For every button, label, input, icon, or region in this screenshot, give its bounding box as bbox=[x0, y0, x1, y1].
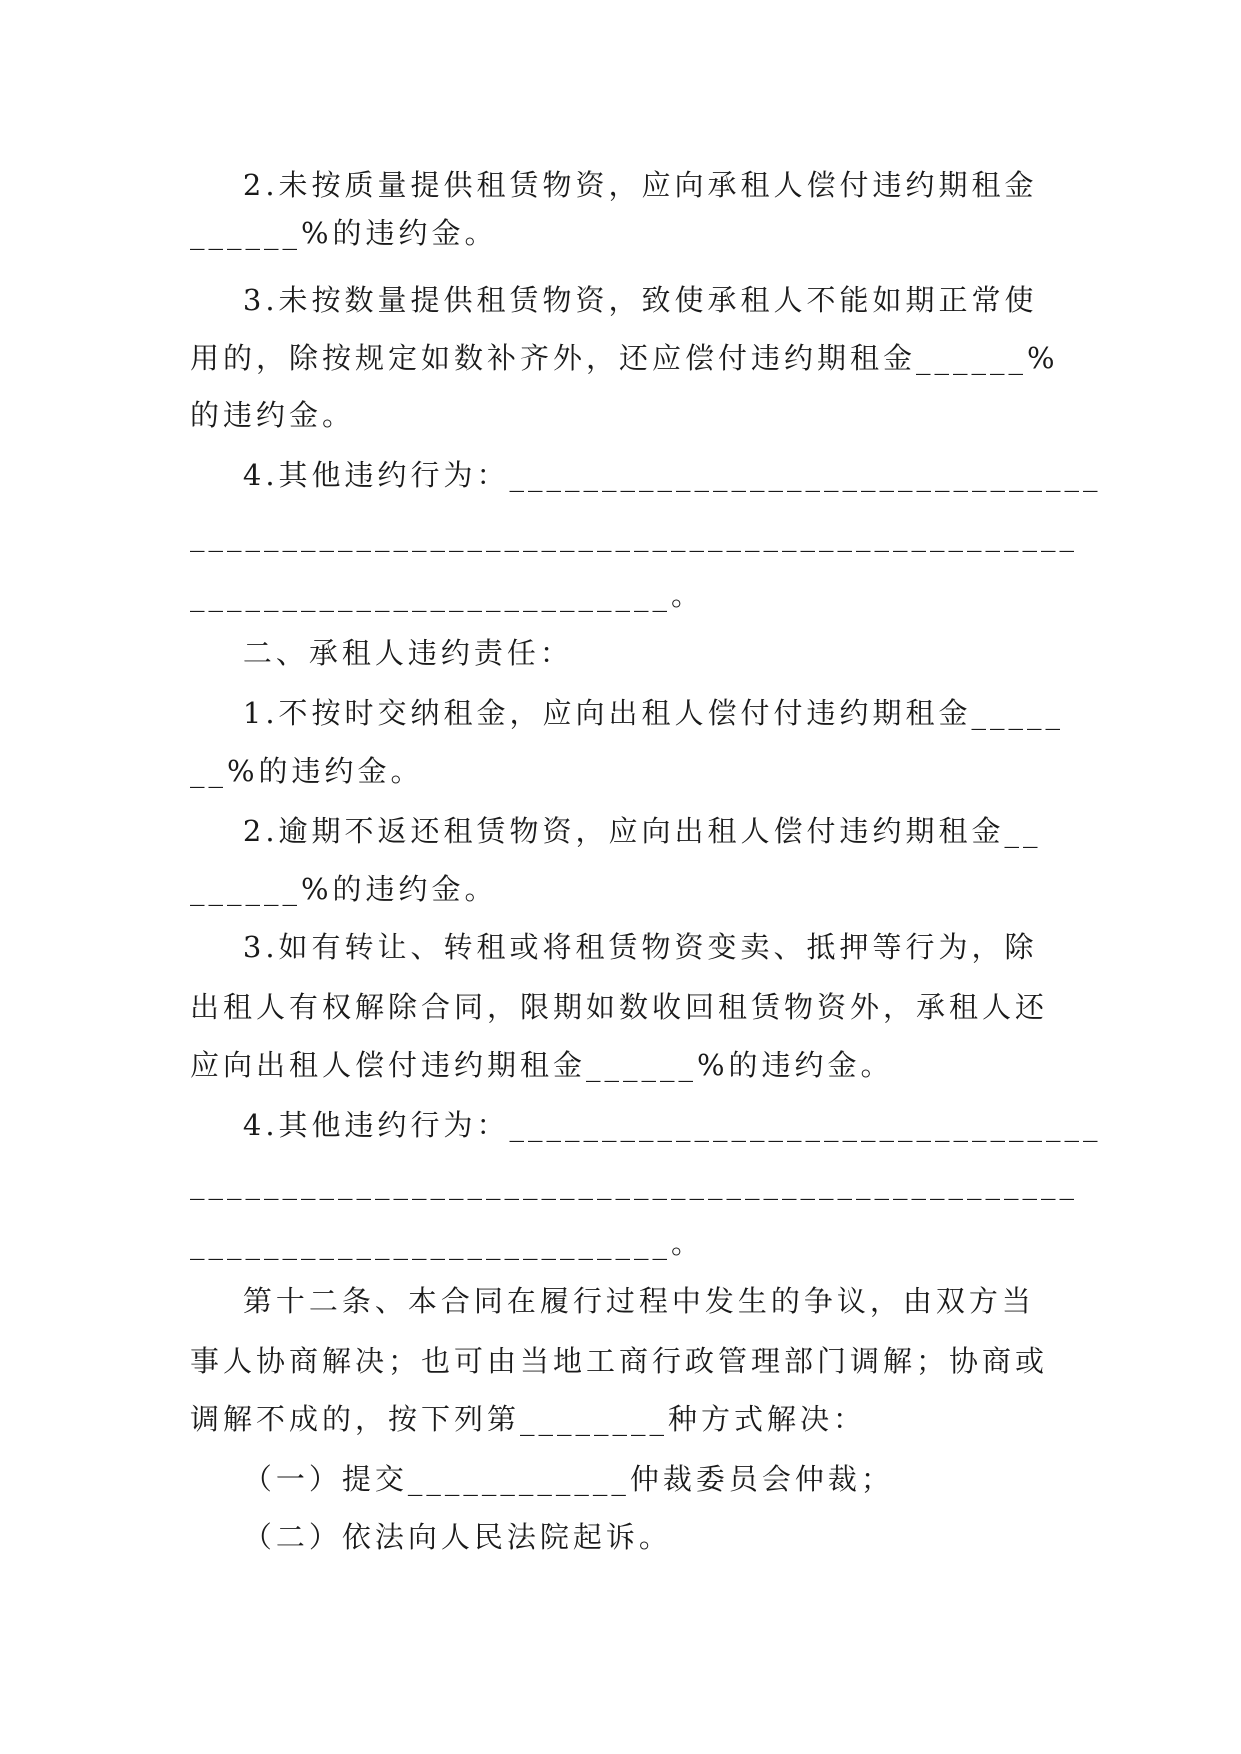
text-line: __________________________。 bbox=[190, 578, 705, 612]
text-line: 二、承租人违约责任： bbox=[190, 636, 573, 670]
text-line: （一）提交____________仲裁委员会仲裁； bbox=[190, 1462, 894, 1496]
text-line: 应向出租人偿付违约期租金______%的违约金。 bbox=[190, 1048, 894, 1082]
text-line: 出租人有权解除合同，限期如数收回租赁物资外，承租人还 bbox=[190, 990, 1049, 1024]
text-line: 调解不成的，按下列第________种方式解决： bbox=[190, 1402, 867, 1436]
text-line: 4.其他违约行为：________________________________ bbox=[190, 458, 1102, 492]
text-line: 4.其他违约行为：________________________________ bbox=[190, 1108, 1102, 1142]
text-line: 事人协商解决；也可由当地工商行政管理部门调解；协商或 bbox=[190, 1344, 1049, 1378]
text-line: 3.未按数量提供租赁物资，致使承租人不能如期正常使 bbox=[190, 283, 1038, 317]
text-line: ______%的违约金。 bbox=[190, 216, 498, 250]
text-line: 的违约金。 bbox=[190, 398, 356, 432]
text-line: ________________________________________________ bbox=[190, 518, 1078, 552]
text-line: __%的违约金。 bbox=[190, 754, 424, 788]
text-line: 第十二条、本合同在履行过程中发生的争议，由双方当 bbox=[190, 1284, 1035, 1318]
text-line: ______%的违约金。 bbox=[190, 872, 498, 906]
text-line: __________________________。 bbox=[190, 1226, 705, 1260]
text-line: 用的，除按规定如数补齐外，还应偿付违约期租金______% bbox=[190, 341, 1059, 375]
text-line: ________________________________________________ bbox=[190, 1166, 1078, 1200]
text-line: 1.不按时交纳租金，应向出租人偿付付违约期租金_____ bbox=[190, 696, 1065, 730]
text-line: 2.未按质量提供租赁物资，应向承租人偿付违约期租金 bbox=[190, 168, 1038, 202]
text-line: 3.如有转让、转租或将租赁物资变卖、抵押等行为，除 bbox=[190, 930, 1038, 964]
text-line: （二）依法向人民法院起诉。 bbox=[190, 1520, 672, 1554]
text-line: 2.逾期不返还租赁物资，应向出租人偿付违约期租金__ bbox=[190, 814, 1042, 848]
